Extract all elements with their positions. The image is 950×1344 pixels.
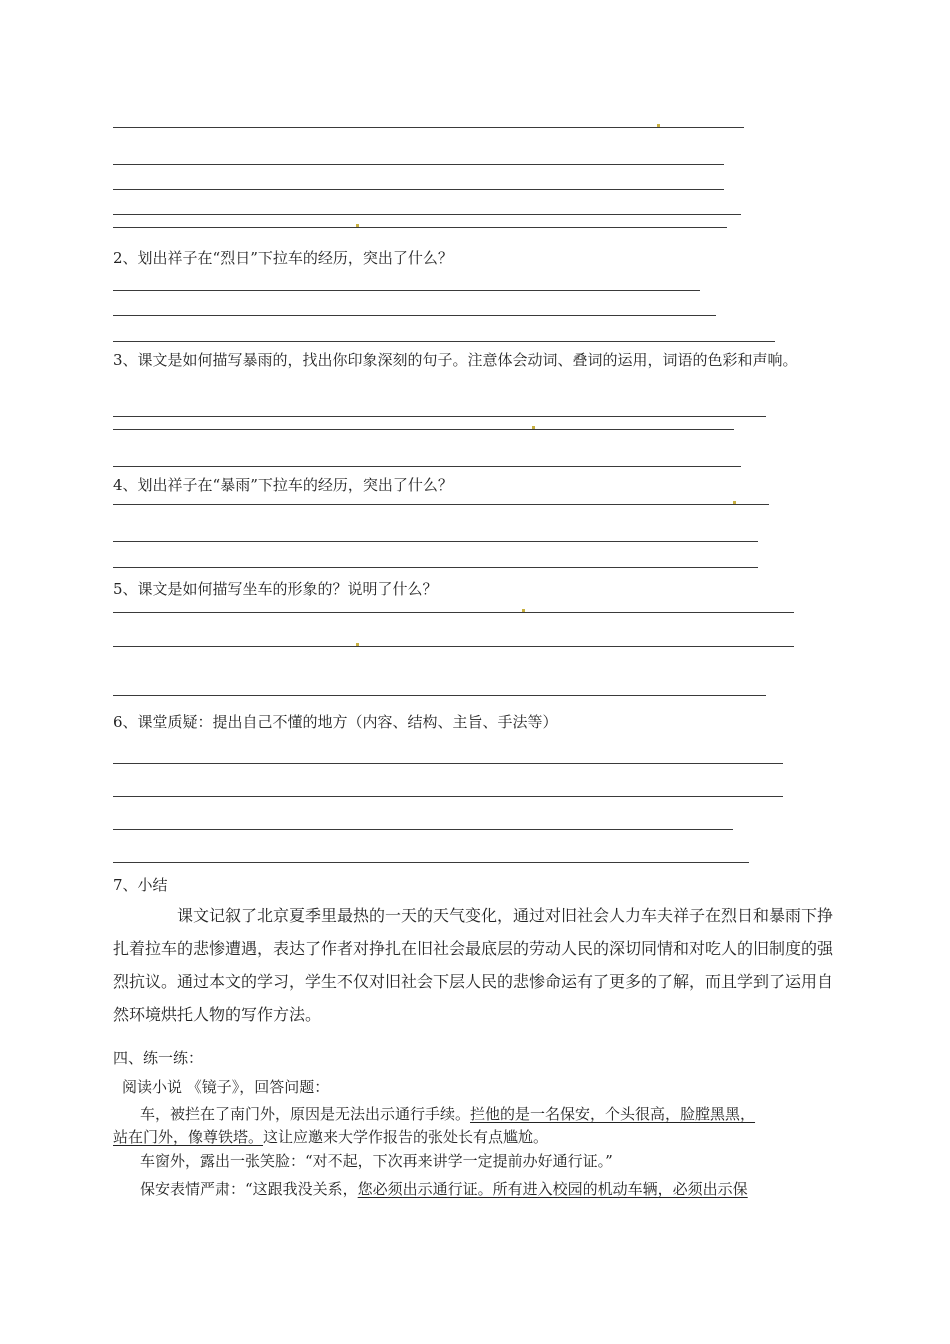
answer-line — [113, 504, 769, 505]
answer-line — [113, 567, 758, 568]
underlined-text: 您必须出示通行证。所有进入校园的机动车辆，必须出示保 — [357, 1180, 748, 1198]
question-4: 4、划出祥子在“暴雨”下拉车的经历，突出了什么？ — [113, 476, 453, 494]
answer-line — [113, 829, 733, 830]
answer-line — [113, 429, 734, 430]
answer-line — [113, 862, 749, 863]
answer-line — [113, 763, 783, 764]
story-paragraph-1-cont — [113, 1127, 548, 1149]
answer-line — [113, 127, 744, 128]
question-6: 6、课堂质疑：提出自己不懂的地方（内容、结构、主旨、手法等） — [113, 713, 558, 731]
question-3: 3、课文是如何描写暴雨的，找出你印象深刻的句子。注意体会动词、叠词的运用，词语的色彩和声响。 — [113, 351, 798, 369]
answer-line — [113, 227, 727, 228]
answer-line — [113, 315, 716, 316]
underlined-text: 拦他的是一名保安，个头很高，脸膛黑黑， — [470, 1105, 756, 1123]
mark-dot — [356, 224, 359, 227]
question-2: 2、划出祥子在“烈日”下拉车的经历，突出了什么？ — [113, 249, 453, 267]
answer-line — [113, 541, 758, 542]
question-5: 5、课文是如何描写坐车的形象的？说明了什么？ — [113, 580, 438, 598]
answer-line — [113, 466, 741, 467]
story-text: 保安表情严肃：“这跟我没关系， — [140, 1180, 358, 1198]
story-paragraph-2: 车窗外，露出一张笑脸：“对不起，下次再来讲学一定提前办好通行证。” — [140, 1152, 613, 1170]
answer-line — [113, 695, 766, 696]
answer-line — [113, 164, 724, 165]
answer-line — [113, 341, 775, 342]
story-text: 车，被拦在了南门外，原因是无法出示通行手续。 — [140, 1105, 471, 1123]
answer-line — [113, 646, 794, 647]
story-paragraph-3 — [140, 1179, 748, 1201]
summary-paragraph: 课文记叙了北京夏季里最热的一天的天气变化，通过对旧社会人力车夫祥子在烈日和暴雨下挣扎着拉车的悲惨遭遇，表达了作者对挣扎在旧社会最底层的劳动人民的深切同情和对吃人的旧制度的强烈抗议。通过本文的学习，学生不仅对旧社会下层人民的悲惨命运有了更多的了解，而且学到了运用自然环境烘托人物的写作方法。 — [113, 906, 834, 1024]
answer-line — [113, 189, 724, 190]
answer-line — [113, 612, 794, 613]
mark-dot — [532, 426, 535, 429]
practice-instruction: 阅读小说 《镜子》，回答问题： — [122, 1078, 330, 1096]
answer-line — [113, 796, 783, 797]
practice-heading: 四、练一练： — [113, 1049, 204, 1067]
underlined-text: 站在门外，像尊铁塔。 — [113, 1128, 264, 1146]
answer-line — [113, 416, 766, 417]
mark-dot — [356, 643, 359, 646]
story-paragraph-1 — [140, 1104, 755, 1126]
mark-dot — [733, 501, 736, 504]
mark-dot — [657, 124, 660, 127]
story-text: 这让应邀来大学作报告的张处长有点尴尬。 — [263, 1128, 549, 1146]
answer-line — [113, 290, 700, 291]
answer-line — [113, 214, 741, 215]
mark-dot — [522, 609, 525, 612]
question-7: 7、小结 — [113, 876, 168, 894]
